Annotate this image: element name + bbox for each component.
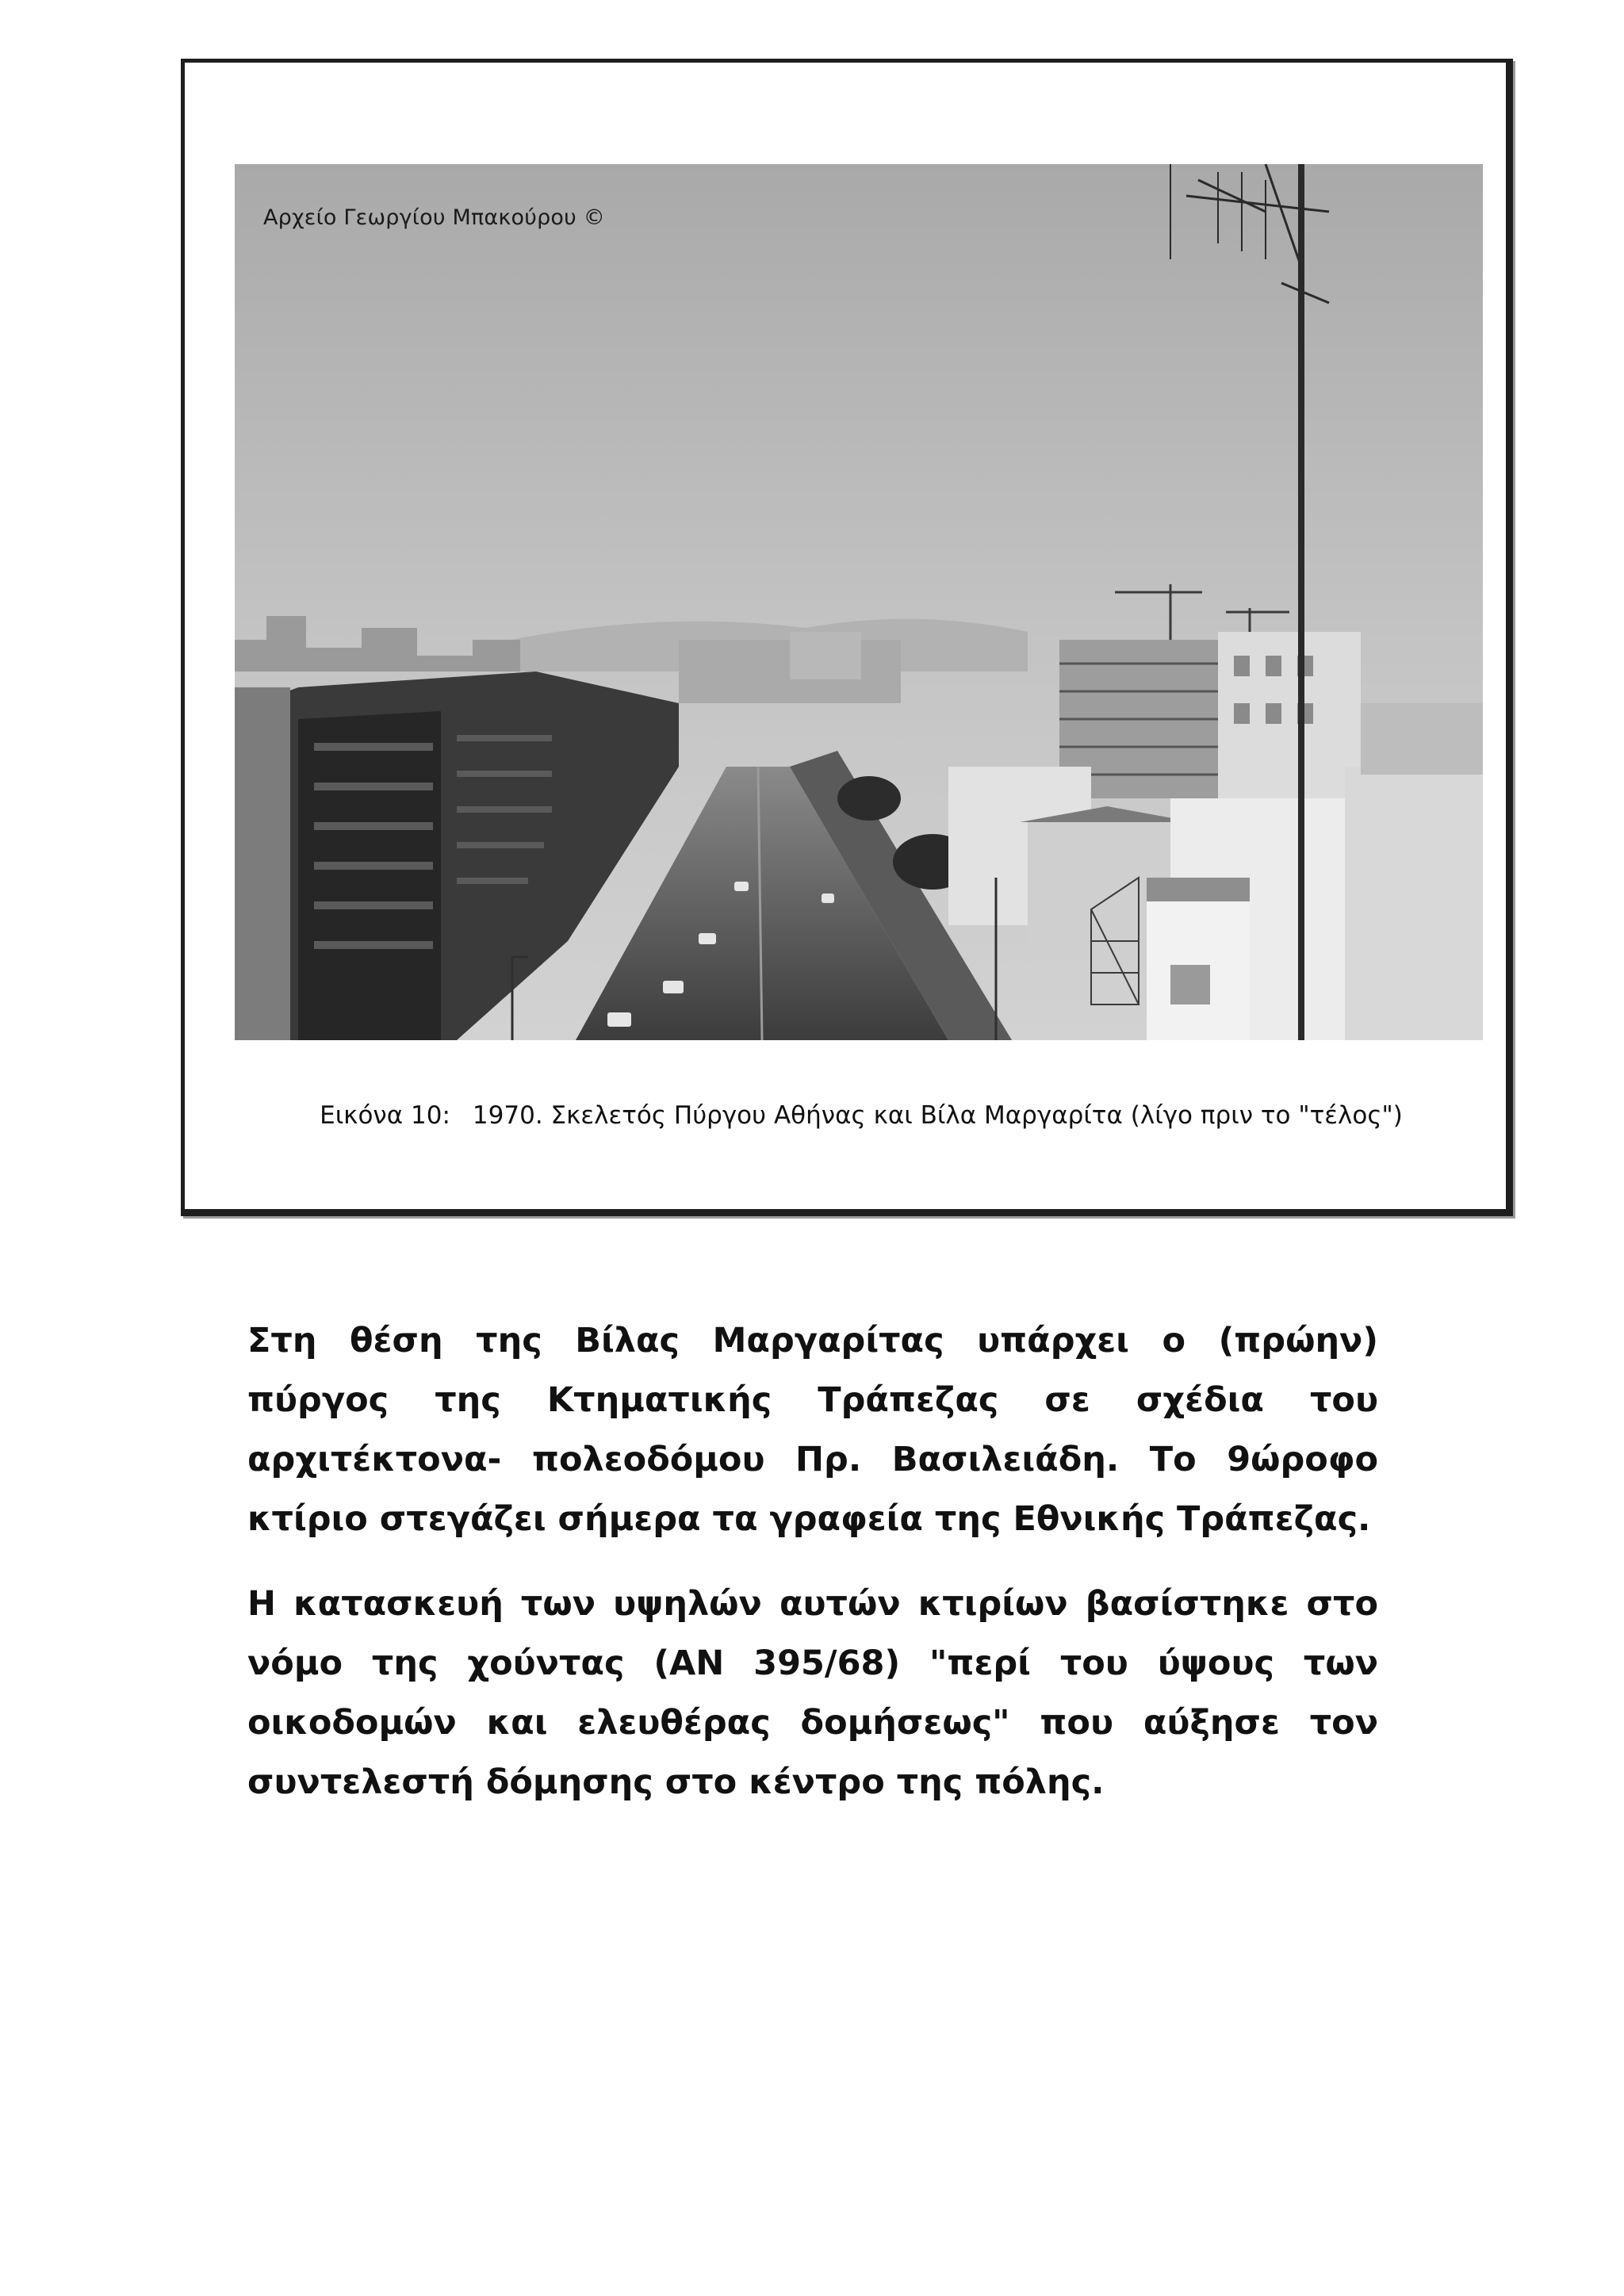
photo-credit: Αρχείο Γεωργίου Μπακούρου © xyxy=(263,205,605,230)
figure-frame xyxy=(181,59,1513,1216)
street-photo-drawing xyxy=(235,164,1483,1040)
figure-caption xyxy=(185,1101,1506,1130)
caption-number: Εικόνα 10: xyxy=(320,1101,450,1130)
paragraph-villa-margarita: Στη θέση της Βίλας Μαργαρίτας υπάρχει ο (πρώην) πύργος της Κτηματικής Τράπεζας σε σχέδια του αρχιτέκτονα- πολεοδόμου Πρ. Βασιλειάδη. Το 9ώροφο κτίριο στεγάζει σήμερα τα γραφεία της Εθνικής Τράπεζας. xyxy=(247,1321,1378,1539)
paragraph-junta-law: Η κατασκευή των υψηλών αυτών κτιρίων βασίστηκε στο νόμο της χούντας (ΑΝ 395/68) "περί του ύψους των οικοδομών και ελευθέρας δομήσεως" που αύξησε τον συντελεστή δόμησης στο κέντρο της πόλης. xyxy=(247,1584,1378,1802)
historic-street-photo xyxy=(235,164,1483,1040)
caption-text: 1970. Σκελετός Πύργου Αθήνας και Βίλα Μαργαρίτα (λίγο πριν το "τέλος") xyxy=(472,1101,1403,1130)
